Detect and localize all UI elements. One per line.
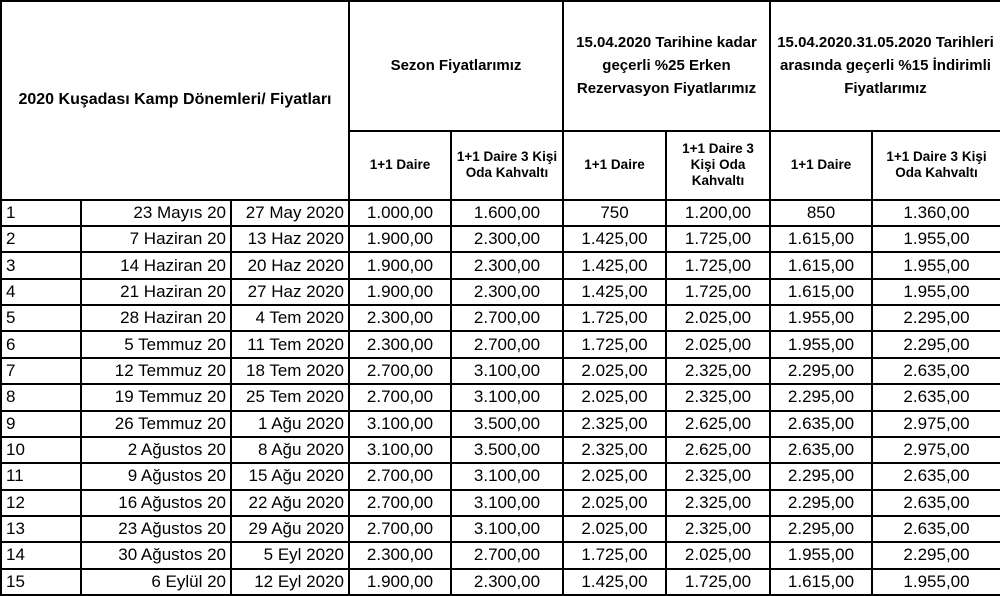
period-start-date: 12 Temmuz 20 (81, 358, 231, 384)
early-3person-price: 1.725,00 (666, 279, 770, 305)
period-start-date: 6 Eylül 20 (81, 569, 231, 595)
period-end-date: 27 Haz 2020 (231, 279, 349, 305)
season-3person-price: 3.500,00 (451, 437, 563, 463)
group-header-early-booking: 15.04.2020 Tarihine kadar geçerli %25 Erken Rezervasyon Fiyatlarımız (563, 1, 770, 131)
season-apartment-price: 3.100,00 (349, 411, 451, 437)
early-3person-price: 2.325,00 (666, 384, 770, 410)
discount-apartment-price: 850 (770, 200, 872, 226)
period-number: 7 (1, 358, 81, 384)
period-start-date: 7 Haziran 20 (81, 226, 231, 252)
table-row (1, 305, 1000, 331)
period-number: 4 (1, 279, 81, 305)
discount-3person-price: 1.955,00 (872, 279, 1000, 305)
table-row (1, 516, 1000, 542)
early-3person-price: 1.725,00 (666, 569, 770, 595)
early-apartment-price: 2.025,00 (563, 384, 666, 410)
season-apartment-price: 1.900,00 (349, 569, 451, 595)
season-3person-price: 2.700,00 (451, 542, 563, 568)
period-end-date: 20 Haz 2020 (231, 252, 349, 278)
early-3person-price: 1.725,00 (666, 226, 770, 252)
season-apartment-price: 3.100,00 (349, 437, 451, 463)
subheader-early-3person: 1+1 Daire 3 Kişi Oda Kahvaltı (666, 131, 770, 200)
early-3person-price: 2.325,00 (666, 463, 770, 489)
table-row (1, 542, 1000, 568)
period-number: 3 (1, 252, 81, 278)
discount-apartment-price: 2.295,00 (770, 490, 872, 516)
season-apartment-price: 1.900,00 (349, 252, 451, 278)
group-header-discount: 15.04.2020.31.05.2020 Tarihleri arasında geçerli %15 İndirimli Fiyatlarımız (770, 1, 1000, 131)
early-apartment-price: 2.325,00 (563, 411, 666, 437)
season-3person-price: 2.700,00 (451, 305, 563, 331)
period-end-date: 12 Eyl 2020 (231, 569, 349, 595)
discount-apartment-price: 2.295,00 (770, 463, 872, 489)
early-apartment-price: 2.025,00 (563, 516, 666, 542)
period-start-date: 5 Temmuz 20 (81, 331, 231, 357)
season-apartment-price: 2.700,00 (349, 516, 451, 542)
discount-apartment-price: 1.615,00 (770, 279, 872, 305)
early-apartment-price: 1.725,00 (563, 305, 666, 331)
discount-3person-price: 2.295,00 (872, 305, 1000, 331)
season-apartment-price: 2.300,00 (349, 305, 451, 331)
period-number: 5 (1, 305, 81, 331)
early-apartment-price: 750 (563, 200, 666, 226)
period-number: 12 (1, 490, 81, 516)
season-apartment-price: 2.300,00 (349, 542, 451, 568)
early-3person-price: 2.625,00 (666, 437, 770, 463)
table-row (1, 437, 1000, 463)
period-end-date: 5 Eyl 2020 (231, 542, 349, 568)
discount-apartment-price: 1.615,00 (770, 226, 872, 252)
period-start-date: 23 Mayıs 20 (81, 200, 231, 226)
early-3person-price: 2.025,00 (666, 305, 770, 331)
early-apartment-price: 2.025,00 (563, 490, 666, 516)
discount-3person-price: 2.635,00 (872, 463, 1000, 489)
period-end-date: 15 Ağu 2020 (231, 463, 349, 489)
period-start-date: 26 Temmuz 20 (81, 411, 231, 437)
early-3person-price: 2.325,00 (666, 516, 770, 542)
period-end-date: 25 Tem 2020 (231, 384, 349, 410)
discount-3person-price: 2.975,00 (872, 411, 1000, 437)
table-row (1, 252, 1000, 278)
season-apartment-price: 1.000,00 (349, 200, 451, 226)
season-apartment-price: 2.700,00 (349, 384, 451, 410)
period-end-date: 4 Tem 2020 (231, 305, 349, 331)
period-number: 14 (1, 542, 81, 568)
table-row (1, 490, 1000, 516)
early-apartment-price: 1.425,00 (563, 569, 666, 595)
early-3person-price: 1.200,00 (666, 200, 770, 226)
discount-apartment-price: 2.295,00 (770, 516, 872, 542)
period-number: 13 (1, 516, 81, 542)
early-apartment-price: 2.325,00 (563, 437, 666, 463)
table-row (1, 463, 1000, 489)
table-title: 2020 Kuşadası Kamp Dönemleri/ Fiyatları (1, 1, 349, 200)
early-apartment-price: 1.425,00 (563, 252, 666, 278)
season-apartment-price: 2.700,00 (349, 358, 451, 384)
table-row (1, 331, 1000, 357)
early-apartment-price: 2.025,00 (563, 463, 666, 489)
period-start-date: 2 Ağustos 20 (81, 437, 231, 463)
season-3person-price: 2.300,00 (451, 226, 563, 252)
table-row (1, 279, 1000, 305)
period-number: 2 (1, 226, 81, 252)
early-3person-price: 2.325,00 (666, 490, 770, 516)
period-start-date: 9 Ağustos 20 (81, 463, 231, 489)
period-start-date: 28 Haziran 20 (81, 305, 231, 331)
season-3person-price: 2.300,00 (451, 569, 563, 595)
period-start-date: 14 Haziran 20 (81, 252, 231, 278)
discount-3person-price: 2.975,00 (872, 437, 1000, 463)
season-3person-price: 2.300,00 (451, 279, 563, 305)
discount-3person-price: 2.635,00 (872, 516, 1000, 542)
early-3person-price: 1.725,00 (666, 252, 770, 278)
discount-apartment-price: 1.955,00 (770, 305, 872, 331)
subheader-early-apartment: 1+1 Daire (563, 131, 666, 200)
period-number: 11 (1, 463, 81, 489)
discount-apartment-price: 1.955,00 (770, 542, 872, 568)
discount-apartment-price: 1.955,00 (770, 331, 872, 357)
season-3person-price: 3.100,00 (451, 490, 563, 516)
discount-apartment-price: 1.615,00 (770, 569, 872, 595)
early-apartment-price: 1.725,00 (563, 331, 666, 357)
discount-apartment-price: 2.635,00 (770, 437, 872, 463)
period-start-date: 16 Ağustos 20 (81, 490, 231, 516)
period-number: 6 (1, 331, 81, 357)
period-number: 8 (1, 384, 81, 410)
season-3person-price: 3.100,00 (451, 384, 563, 410)
season-3person-price: 3.100,00 (451, 358, 563, 384)
subheader-season-apartment: 1+1 Daire (349, 131, 451, 200)
period-number: 9 (1, 411, 81, 437)
subheader-season-3person: 1+1 Daire 3 Kişi Oda Kahvaltı (451, 131, 563, 200)
discount-3person-price: 2.635,00 (872, 358, 1000, 384)
period-end-date: 1 Ağu 2020 (231, 411, 349, 437)
season-3person-price: 2.700,00 (451, 331, 563, 357)
discount-apartment-price: 2.635,00 (770, 411, 872, 437)
table-row (1, 226, 1000, 252)
early-apartment-price: 1.425,00 (563, 279, 666, 305)
period-end-date: 13 Haz 2020 (231, 226, 349, 252)
group-header-season: Sezon Fiyatlarımız (349, 1, 563, 131)
season-apartment-price: 2.700,00 (349, 490, 451, 516)
discount-3person-price: 1.955,00 (872, 252, 1000, 278)
period-end-date: 11 Tem 2020 (231, 331, 349, 357)
period-end-date: 18 Tem 2020 (231, 358, 349, 384)
discount-3person-price: 1.360,00 (872, 200, 1000, 226)
season-apartment-price: 2.700,00 (349, 463, 451, 489)
discount-3person-price: 1.955,00 (872, 226, 1000, 252)
subheader-discount-apartment: 1+1 Daire (770, 131, 872, 200)
period-start-date: 30 Ağustos 20 (81, 542, 231, 568)
season-apartment-price: 1.900,00 (349, 226, 451, 252)
early-3person-price: 2.025,00 (666, 542, 770, 568)
season-3person-price: 2.300,00 (451, 252, 563, 278)
season-3person-price: 3.100,00 (451, 463, 563, 489)
period-start-date: 21 Haziran 20 (81, 279, 231, 305)
discount-apartment-price: 2.295,00 (770, 384, 872, 410)
early-3person-price: 2.325,00 (666, 358, 770, 384)
period-end-date: 27 May 2020 (231, 200, 349, 226)
discount-3person-price: 2.295,00 (872, 331, 1000, 357)
period-start-date: 19 Temmuz 20 (81, 384, 231, 410)
discount-apartment-price: 1.615,00 (770, 252, 872, 278)
period-number: 1 (1, 200, 81, 226)
subheader-discount-3person: 1+1 Daire 3 Kişi Oda Kahvaltı (872, 131, 1000, 200)
early-apartment-price: 2.025,00 (563, 358, 666, 384)
period-end-date: 22 Ağu 2020 (231, 490, 349, 516)
season-3person-price: 3.100,00 (451, 516, 563, 542)
early-3person-price: 2.625,00 (666, 411, 770, 437)
discount-3person-price: 2.635,00 (872, 384, 1000, 410)
early-apartment-price: 1.425,00 (563, 226, 666, 252)
early-apartment-price: 1.725,00 (563, 542, 666, 568)
header-row-groups (1, 1, 1000, 131)
table-row (1, 358, 1000, 384)
season-3person-price: 3.500,00 (451, 411, 563, 437)
discount-apartment-price: 2.295,00 (770, 358, 872, 384)
discount-3person-price: 1.955,00 (872, 569, 1000, 595)
early-3person-price: 2.025,00 (666, 331, 770, 357)
period-start-date: 23 Ağustos 20 (81, 516, 231, 542)
table-row (1, 200, 1000, 226)
season-apartment-price: 1.900,00 (349, 279, 451, 305)
table-row (1, 384, 1000, 410)
discount-3person-price: 2.295,00 (872, 542, 1000, 568)
table-row (1, 569, 1000, 595)
period-end-date: 29 Ağu 2020 (231, 516, 349, 542)
discount-3person-price: 2.635,00 (872, 490, 1000, 516)
period-number: 10 (1, 437, 81, 463)
season-apartment-price: 2.300,00 (349, 331, 451, 357)
period-end-date: 8 Ağu 2020 (231, 437, 349, 463)
period-number: 15 (1, 569, 81, 595)
table-row (1, 411, 1000, 437)
season-3person-price: 1.600,00 (451, 200, 563, 226)
